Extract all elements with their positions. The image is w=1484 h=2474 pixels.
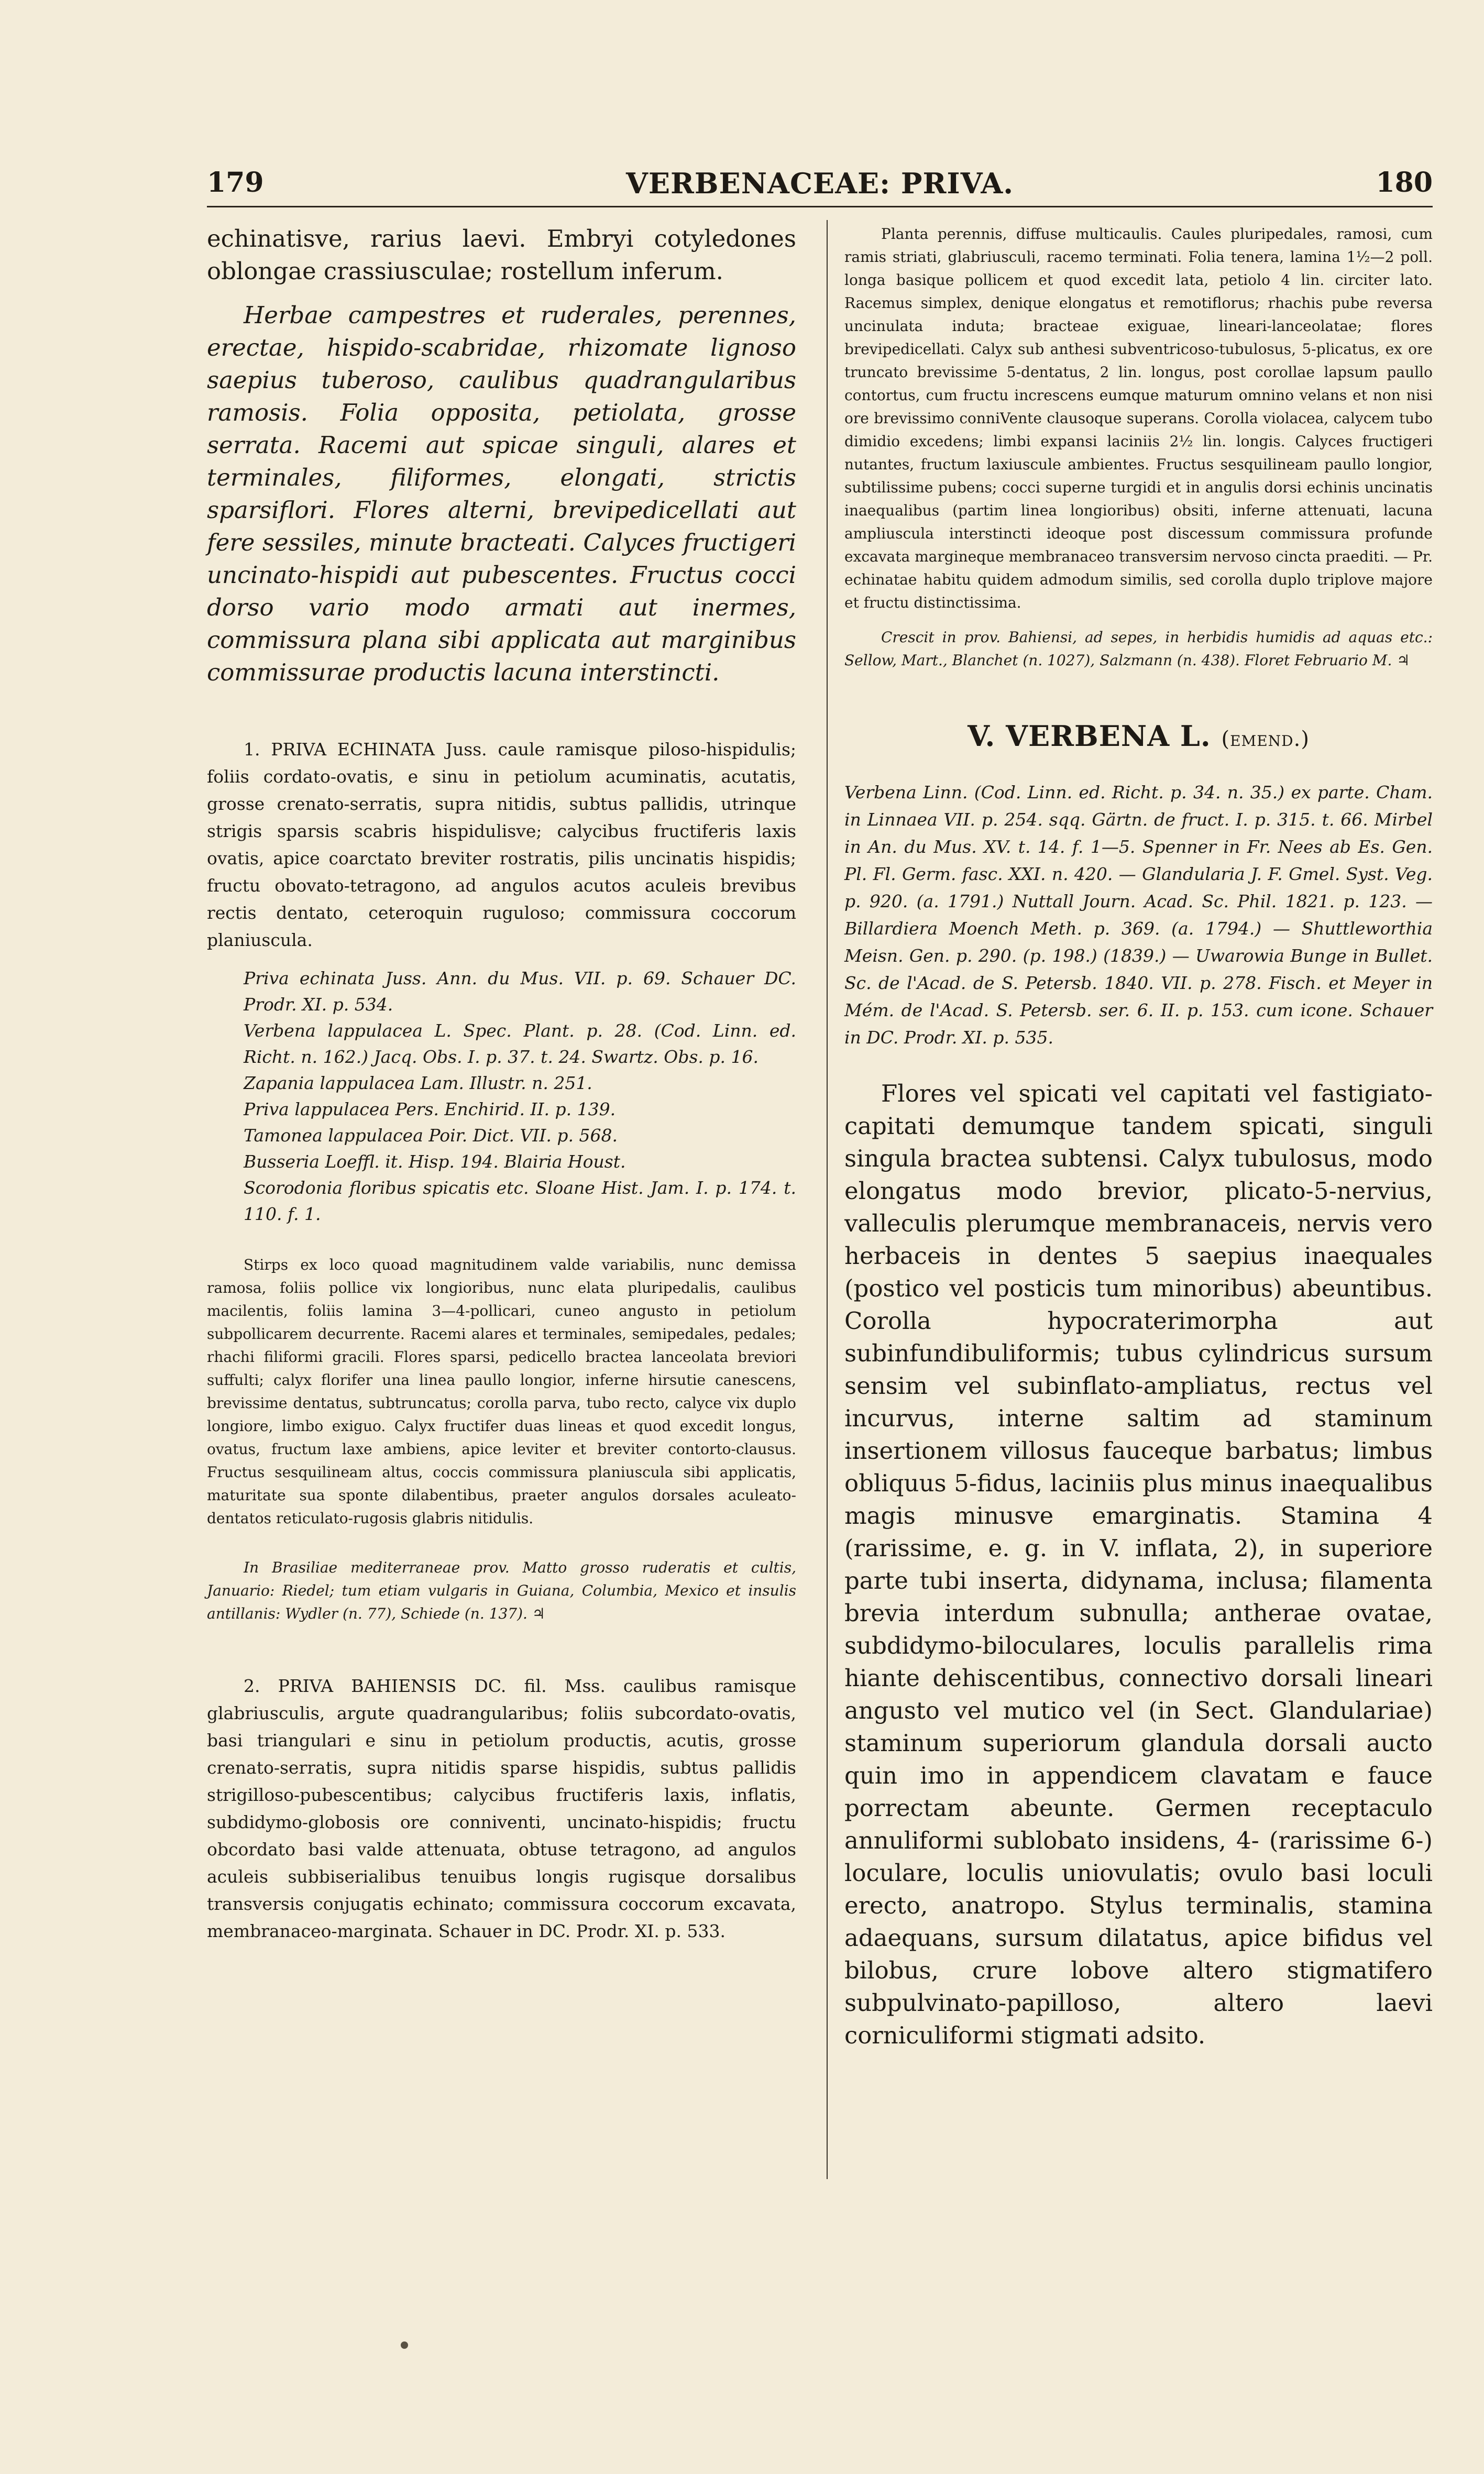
description-priva-bahiensis: Planta perennis, diffuse multicaulis. Caules pluripedales, ramosi, cum ramis striati, glabriusculi, racemo terminati. Folia tenera, lamina 1½—2 poll. longa basique pollicem et quod excedit lata, petiolo 4 lin. circiter lato. Racemus simplex, denique elongatus et remotiflorus; rhachis pube reversa uncinulata induta; bracteae exiguae, lineari-lanceolatae; flores brevipedicellati. Calyx sub anthesi subventricoso-tubulosus, 5-plicatus, ex ore truncato brevissime 5-dentatus, 2 lin. longus, post corollae lapsum paullo contortus, cum fructu increscens eumque maturum omnino velans et non nisi ore brevissimo conniVente clausoque superans. Corolla violacea, calycem tubo dimidio excedens; limbi expansi laciniis 2½ lin. longis. Calyces fructigeri nutantes, fructum laxiuscule ambientes. Fructus sesquilineam paullo longior, subtilissime pubens; cocci superne turgidi et in angulis dorsi echinis uncinatis inaequalibus (partim linea longioribus) obsiti, inferne attenuati, lacuna ampliuscula interstincti ideoque post discessum commissura profunde excavata margineque membranaceo transversim nervoso cincta praediti. — Pr. echinatae habitu quidem admodum similis, sed corolla duplo triplove majore et fructu distinctissima. <box>844 225 1433 611</box>
running-title: VERBENACEAE: PRIVA. <box>625 167 1014 200</box>
column-divider <box>827 220 828 2179</box>
genus-emend: (emend.) <box>1221 727 1310 751</box>
description-priva-echinata: Stirps ex loco quoad magnitudinem valde variabilis, nunc demissa ramosa, foliis pollice vix longioribus, nunc elata pluripedalis, caulibus macilentis, foliis lamina 3—4-pollicari, cuneo angusto in petiolum subpollicarem decurrente. Racemi alares et terminales, semipedales, pedales; rhachi filiformi gracili. Flores sparsi, pedicello bractea lanceolata breviori suffulti; calyx florifer una linea paullo longior, inferne hirsutie canescens, brevissime dentatus, subtruncatus; corolla parva, tubo recto, calyce vix duplo longiore, limbo exiguo. Calyx fructifer duas lineas et quod excedit longus, ovatus, fructum laxe ambiens, apice leviter et breviter contorto-clausus. Fructus sesquilineam altus, coccis commissura planiuscula sibi applicatis, maturitate sua sponte dilabentibus, praeter angulos dorsales aculeato-dentatos reticulato-rugosis glabris nitidulis. <box>207 1256 796 1527</box>
synonym-line: Zapania lappulacea Lam. Illustr. n. 251. <box>244 1073 592 1093</box>
synonym-line: Verbena lappulacea L. Spec. Plant. p. 28. (Cod. Linn. ed. Richt. n. 162.) Jacq. Obs. I. p. 37. t. 24. Swartz. Obs. p. 16. <box>244 1020 796 1067</box>
running-header <box>207 167 1433 208</box>
species-priva-bahiensis: 2. PRIVA BAHIENSIS DC. fil. Mss. caulibus ramisque glabriusculis, argute quadrangularibus; foliis subcordato-ovatis, basi triangulari e sinu in petiolum productis, acutis, grosse crenato-serratis, supra nitidis sparse hispidis, subtus pallidis strigilloso-pubescentibus; calycibus fructiferis laxis, inflatis, subdidymo-globosis ore conniventi, uncinato-hispidis; fructu obcordato basi valde attenuata, obtuse tetragono, ad angulos aculeis subbiserialibus tenuibus longis rugisque dorsalibus transversis conjugatis echinato; commissura coccorum excavata, membranaceo-marginata. Schauer in DC. Prodr. XI. p. 533. <box>207 1676 796 1941</box>
genus-synonymy: Verbena Linn. (Cod. Linn. ed. Richt. p. 34. n. 35.) ex parte. Cham. in Linnaea VII. p. 254. sqq. Gärtn. de fruct. I. p. 315. t. 66. Mirbel in An. du Mus. XV. t. 14. f. 1—5. Spenner in Fr. Nees ab Es. Gen. Pl. Fl. Germ. fasc. XXI. n. 420. — Glandularia J. F. Gmel. Syst. Veg. p. 920. (a. 1791.) Nuttall Journ. Acad. Sc. Phil. 1821. p. 123. — Billardiera Moench Meth. p. 369. (a. 1794.) — Shuttleworthia Meisn. Gen. p. 290. (p. 198.) (1839.) — Uwarowia Bunge in Bullet. Sc. de l'Acad. de S. Petersb. 1840. VII. p. 278. Fisch. et Meyer in Mém. de l'Acad. S. Petersb. ser. 6. II. p. 153. cum icone. Schauer in DC. Prodr. XI. p. 535. <box>844 782 1433 1048</box>
embryo-paragraph: echinatisve, rarius laevi. Embryi cotyledones oblongae crassiusculae; rostellum inferum. <box>207 225 796 285</box>
species-priva-echinata: 1. PRIVA ECHINATA Juss. caule ramisque piloso-hispidulis; foliis cordato-ovatis, e sinu in petiolum acuminatis, acutatis, grosse crenato-serratis, supra nitidis, subtus pallidis, utrinque strigis sparsis scabris hispidulisve; calycibus fructiferis laxis ovatis, apice coarctato breviter rostratis, pilis uncinatis hispidis; fructu obovato-tetragono, ad angulos acutos aculeis brevibus rectis dentato, ceteroquin ruguloso; commissura coccorum planiuscula. <box>207 739 796 950</box>
genus-heading-text: V. VERBENA L. <box>968 719 1211 753</box>
right-column <box>844 223 1433 2052</box>
header-rule <box>207 206 1433 207</box>
herbae-paragraph: Herbae campestres et ruderales, perennes, erectae, hispido-scabridae, rhizomate lignoso saepius tuberoso, caulibus quadrangularibus ramosis. Folia opposita, petiolata, grosse serrata. Racemi aut spicae singuli, alares et terminales, filiformes, elongati, strictis sparsiflori. Flores alterni, brevipedicellati aut fere sessiles, minute bracteati. Calyces fructigeri uncinato-hispidi aut pubescentes. Fructus cocci dorso vario modo armati aut inermes, commissura plana sibi applicata aut marginibus commissurae productis lacuna interstincti. <box>207 301 796 686</box>
page-number-left: 179 <box>207 167 264 199</box>
synonymy-priva-echinata <box>207 965 796 1227</box>
synonym-line: Tamonea lappulacea Poir. Dict. VII. p. 568. <box>244 1125 618 1146</box>
ink-spot <box>401 2341 408 2349</box>
synonym-line: Busseria Loeffl. it. Hisp. 194. Blairia Houst. <box>244 1151 626 1172</box>
synonym-line: Priva echinata Juss. Ann. du Mus. VII. p. 69. Schauer DC. Prodr. XI. p. 534. <box>244 968 796 1015</box>
synonym-line: Scorodonia floribus spicatis etc. Sloane Hist. Jam. I. p. 174. t. 110. f. 1. <box>244 1178 796 1224</box>
page-number-right: 180 <box>1376 167 1433 199</box>
genus-description: Flores vel spicati vel capitati vel fastigiato-capitati demumque tandem spicati, singuli singula bractea subtensi. Calyx tubulosus, modo elongatus modo brevior, plicato-5-nervius, valleculis plerumque membranaceis, nervis vero herbaceis in dentes 5 saepius inaequales (postico vel posticis tum minoribus) abeuntibus. Corolla hypocraterimorpha aut subinfundibuliformis; tubus cylindricus sursum sensim vel subinflato-ampliatus, rectus vel incurvus, interne saltim ad staminum insertionem villosus fauceque barbatus; limbus obliquus 5-fidus, laciniis plus minus inaequalibus magis minusve emarginatis. Stamina 4 (rarissime, e. g. in V. inflata, 2), in superiore parte tubi inserta, didynama, inclusa; filamenta brevia interdum subnulla; antherae ovatae, subdidymo-biloculares, loculis parallelis rima hiante dehiscentibus, connectivo dorsali lineari angusto vel mutico vel (in Sect. Glandulariae) staminum superiorum glandula dorsali aucto quin imo in appendicem clavatam e fauce porrectam abeunte. Germen receptaculo annuliformi sublobato insidens, 4- (rarissime 6-) loculare, loculis uniovulatis; ovulo basi loculi erecto, anatropo. Stylus terminalis, stamina adaequans, sursum dilatatus, apice bifidus vel bilobus, crure lobove altero stigmatifero subpulvinato-papilloso, altero laevi corniculiformi stigmati adsito. <box>844 1080 1433 2049</box>
genus-heading <box>844 719 1433 753</box>
synonym-line: Priva lappulacea Pers. Enchirid. II. p. 139. <box>244 1099 616 1119</box>
locality-priva-echinata: In Brasiliae mediterraneae prov. Matto grosso ruderatis et cultis, Januario: Riedel; tum etiam vulgaris in Guiana, Columbia, Mexico et insulis antillanis: Wydler (n. 77), Schiede (n. 137). ♃ <box>207 1559 796 1622</box>
locality-priva-bahiensis: Crescit in prov. Bahiensi, ad sepes, in herbidis humidis ad aquas etc.: Sellow, Mart., Blanchet (n. 1027), Salzmann (n. 438). Floret Februario M. ♃ <box>844 629 1433 669</box>
left-column <box>207 223 796 1945</box>
